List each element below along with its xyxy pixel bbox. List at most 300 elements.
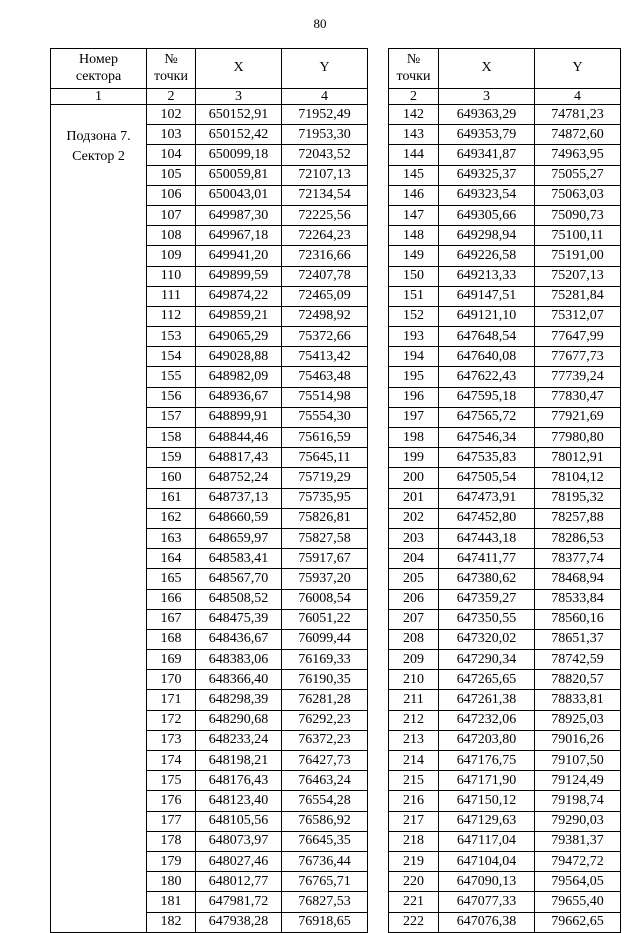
table-row [389, 851, 621, 871]
y-coordinate-cell: 75616,59 [282, 428, 368, 448]
table-row [389, 246, 621, 266]
point-number-cell: 146 [389, 185, 439, 205]
y-coordinate-cell: 77739,24 [535, 367, 621, 387]
point-number-cell: 182 [147, 912, 196, 932]
x-coordinate-cell: 647505,54 [439, 468, 535, 488]
x-coordinate-cell: 648844,46 [196, 428, 282, 448]
y-coordinate-cell: 72225,56 [282, 205, 368, 225]
y-coordinate-cell: 75100,11 [535, 226, 621, 246]
x-coordinate-cell: 648817,43 [196, 448, 282, 468]
table-row [389, 912, 621, 932]
y-coordinate-cell: 78104,12 [535, 468, 621, 488]
point-number-cell: 220 [389, 872, 439, 892]
y-coordinate-cell: 75413,42 [282, 347, 368, 367]
x-coordinate-cell: 647171,90 [439, 771, 535, 791]
table-row [389, 892, 621, 912]
column-index: 4 [535, 89, 621, 105]
point-number-cell: 165 [147, 569, 196, 589]
table-row [51, 105, 368, 125]
x-coordinate-cell: 649967,18 [196, 226, 282, 246]
y-coordinate-cell: 76008,54 [282, 589, 368, 609]
x-coordinate-cell: 647203,80 [439, 730, 535, 750]
y-coordinate-cell: 78742,59 [535, 650, 621, 670]
point-number-cell: 181 [147, 892, 196, 912]
point-number-cell: 154 [147, 347, 196, 367]
x-coordinate-cell: 647546,34 [439, 428, 535, 448]
point-number-cell: 169 [147, 650, 196, 670]
x-coordinate-cell: 648298,39 [196, 690, 282, 710]
column-index: 1 [51, 89, 147, 105]
table-row [389, 367, 621, 387]
table-row [389, 730, 621, 750]
y-coordinate-cell: 72107,13 [282, 165, 368, 185]
y-coordinate-cell: 75917,67 [282, 549, 368, 569]
coordinates-table-left [50, 48, 368, 933]
y-coordinate-cell: 78560,16 [535, 609, 621, 629]
point-number-cell: 109 [147, 246, 196, 266]
y-coordinate-cell: 79381,37 [535, 831, 621, 851]
point-number-cell: 180 [147, 872, 196, 892]
point-number-cell: 199 [389, 448, 439, 468]
point-number-cell: 211 [389, 690, 439, 710]
x-coordinate-cell: 647565,72 [439, 407, 535, 427]
point-number-cell: 142 [389, 105, 439, 125]
x-coordinate-cell: 649874,22 [196, 286, 282, 306]
y-coordinate-cell: 75554,30 [282, 407, 368, 427]
y-coordinate-cell: 72465,09 [282, 286, 368, 306]
point-number-cell: 222 [389, 912, 439, 932]
y-coordinate-cell: 72498,92 [282, 306, 368, 326]
x-coordinate-cell: 649859,21 [196, 306, 282, 326]
table-row [389, 751, 621, 771]
y-coordinate-cell: 75463,48 [282, 367, 368, 387]
y-coordinate-cell: 79124,49 [535, 771, 621, 791]
y-coordinate-cell: 79107,50 [535, 751, 621, 771]
x-coordinate-cell: 649305,66 [439, 205, 535, 225]
point-number-cell: 210 [389, 670, 439, 690]
y-coordinate-cell: 75827,58 [282, 528, 368, 548]
point-number-cell: 166 [147, 589, 196, 609]
x-coordinate-cell: 648290,68 [196, 710, 282, 730]
point-number-cell: 152 [389, 306, 439, 326]
x-coordinate-cell: 647473,91 [439, 488, 535, 508]
x-coordinate-cell: 650152,42 [196, 125, 282, 145]
x-coordinate-cell: 647938,28 [196, 912, 282, 932]
point-number-cell: 208 [389, 629, 439, 649]
x-coordinate-cell: 649941,20 [196, 246, 282, 266]
header-sector-number: Номер сектора [51, 49, 147, 89]
header-point-number: № точки [389, 49, 439, 89]
table-row [389, 105, 621, 125]
table-row [389, 125, 621, 145]
column-index: 2 [147, 89, 196, 105]
y-coordinate-cell: 75281,84 [535, 286, 621, 306]
y-coordinate-cell: 78925,03 [535, 710, 621, 730]
point-number-cell: 148 [389, 226, 439, 246]
point-number-cell: 218 [389, 831, 439, 851]
point-number-cell: 204 [389, 549, 439, 569]
point-number-cell: 209 [389, 650, 439, 670]
x-coordinate-cell: 647150,12 [439, 791, 535, 811]
point-number-cell: 160 [147, 468, 196, 488]
column-index: 4 [282, 89, 368, 105]
y-coordinate-cell: 78377,74 [535, 549, 621, 569]
point-number-cell: 112 [147, 306, 196, 326]
y-coordinate-cell: 76169,33 [282, 650, 368, 670]
x-coordinate-cell: 648123,40 [196, 791, 282, 811]
point-number-cell: 212 [389, 710, 439, 730]
x-coordinate-cell: 647981,72 [196, 892, 282, 912]
point-number-cell: 197 [389, 407, 439, 427]
point-number-cell: 151 [389, 286, 439, 306]
point-number-cell: 107 [147, 205, 196, 225]
y-coordinate-cell: 75090,73 [535, 205, 621, 225]
table-row [389, 266, 621, 286]
x-coordinate-cell: 649353,79 [439, 125, 535, 145]
table-row [389, 448, 621, 468]
x-coordinate-cell: 649147,51 [439, 286, 535, 306]
table-row [389, 145, 621, 165]
y-coordinate-cell: 76645,35 [282, 831, 368, 851]
column-index: 3 [196, 89, 282, 105]
point-number-cell: 205 [389, 569, 439, 589]
x-coordinate-cell: 647648,54 [439, 327, 535, 347]
point-number-cell: 158 [147, 428, 196, 448]
x-coordinate-cell: 649325,37 [439, 165, 535, 185]
point-number-cell: 201 [389, 488, 439, 508]
x-coordinate-cell: 649226,58 [439, 246, 535, 266]
point-number-cell: 193 [389, 327, 439, 347]
x-coordinate-cell: 647090,13 [439, 872, 535, 892]
point-number-cell: 175 [147, 771, 196, 791]
point-number-cell: 219 [389, 851, 439, 871]
table-row [389, 347, 621, 367]
point-number-cell: 176 [147, 791, 196, 811]
point-number-cell: 150 [389, 266, 439, 286]
y-coordinate-cell: 79016,26 [535, 730, 621, 750]
y-coordinate-cell: 74781,23 [535, 105, 621, 125]
table-row [389, 428, 621, 448]
table-row [389, 589, 621, 609]
point-number-cell: 157 [147, 407, 196, 427]
x-coordinate-cell: 647411,77 [439, 549, 535, 569]
x-coordinate-cell: 647261,38 [439, 690, 535, 710]
table-row [389, 528, 621, 548]
point-number-cell: 111 [147, 286, 196, 306]
coordinates-table-right [388, 48, 621, 933]
x-coordinate-cell: 649899,59 [196, 266, 282, 286]
point-number-cell: 206 [389, 589, 439, 609]
header-y: Y [282, 49, 368, 89]
table-row [389, 872, 621, 892]
point-number-cell: 147 [389, 205, 439, 225]
y-coordinate-cell: 75645,11 [282, 448, 368, 468]
y-coordinate-cell: 77980,80 [535, 428, 621, 448]
point-number-cell: 104 [147, 145, 196, 165]
table-row [389, 468, 621, 488]
point-number-cell: 171 [147, 690, 196, 710]
table-row [389, 609, 621, 629]
point-number-cell: 198 [389, 428, 439, 448]
y-coordinate-cell: 74872,60 [535, 125, 621, 145]
y-coordinate-cell: 75055,27 [535, 165, 621, 185]
y-coordinate-cell: 72316,66 [282, 246, 368, 266]
x-coordinate-cell: 648899,91 [196, 407, 282, 427]
point-number-cell: 221 [389, 892, 439, 912]
y-coordinate-cell: 76586,92 [282, 811, 368, 831]
x-coordinate-cell: 647176,75 [439, 751, 535, 771]
y-coordinate-cell: 76463,24 [282, 771, 368, 791]
sector-label: Подзона 7. Сектор 2 [51, 105, 147, 933]
table-row [389, 508, 621, 528]
x-coordinate-cell: 649028,88 [196, 347, 282, 367]
y-coordinate-cell: 76427,73 [282, 751, 368, 771]
y-coordinate-cell: 76554,28 [282, 791, 368, 811]
table-row [389, 549, 621, 569]
y-coordinate-cell: 76827,53 [282, 892, 368, 912]
y-coordinate-cell: 76918,65 [282, 912, 368, 932]
x-coordinate-cell: 648027,46 [196, 851, 282, 871]
y-coordinate-cell: 76099,44 [282, 629, 368, 649]
column-index: 2 [389, 89, 439, 105]
point-number-cell: 167 [147, 609, 196, 629]
y-coordinate-cell: 72043,52 [282, 145, 368, 165]
table-row [389, 690, 621, 710]
y-coordinate-cell: 72264,23 [282, 226, 368, 246]
x-coordinate-cell: 649363,29 [439, 105, 535, 125]
x-coordinate-cell: 649298,94 [439, 226, 535, 246]
x-coordinate-cell: 647452,80 [439, 508, 535, 528]
x-coordinate-cell: 648012,77 [196, 872, 282, 892]
x-coordinate-cell: 650043,01 [196, 185, 282, 205]
point-number-cell: 196 [389, 387, 439, 407]
y-coordinate-cell: 75937,20 [282, 569, 368, 589]
x-coordinate-cell: 647320,02 [439, 629, 535, 649]
table-row [389, 407, 621, 427]
column-index-row [51, 89, 368, 105]
page-number: 80 [313, 16, 327, 31]
point-number-cell: 202 [389, 508, 439, 528]
x-coordinate-cell: 648198,21 [196, 751, 282, 771]
x-coordinate-cell: 648982,09 [196, 367, 282, 387]
x-coordinate-cell: 647076,38 [439, 912, 535, 932]
point-number-cell: 179 [147, 851, 196, 871]
y-coordinate-cell: 78651,37 [535, 629, 621, 649]
x-coordinate-cell: 648936,67 [196, 387, 282, 407]
point-number-cell: 106 [147, 185, 196, 205]
point-number-cell: 153 [147, 327, 196, 347]
y-coordinate-cell: 78833,81 [535, 690, 621, 710]
header-x: X [439, 49, 535, 89]
x-coordinate-cell: 647380,62 [439, 569, 535, 589]
point-number-cell: 170 [147, 670, 196, 690]
y-coordinate-cell: 79662,65 [535, 912, 621, 932]
y-coordinate-cell: 76190,35 [282, 670, 368, 690]
y-coordinate-cell: 79655,40 [535, 892, 621, 912]
table-row [389, 327, 621, 347]
point-number-cell: 143 [389, 125, 439, 145]
y-coordinate-cell: 75514,98 [282, 387, 368, 407]
x-coordinate-cell: 648752,24 [196, 468, 282, 488]
point-number-cell: 105 [147, 165, 196, 185]
y-coordinate-cell: 75372,66 [282, 327, 368, 347]
x-coordinate-cell: 648176,43 [196, 771, 282, 791]
table-row [389, 831, 621, 851]
x-coordinate-cell: 649987,30 [196, 205, 282, 225]
point-number-cell: 213 [389, 730, 439, 750]
y-coordinate-cell: 74963,95 [535, 145, 621, 165]
x-coordinate-cell: 647622,43 [439, 367, 535, 387]
y-coordinate-cell: 77677,73 [535, 347, 621, 367]
x-coordinate-cell: 648660,59 [196, 508, 282, 528]
y-coordinate-cell: 79290,03 [535, 811, 621, 831]
y-coordinate-cell: 76051,22 [282, 609, 368, 629]
x-coordinate-cell: 647117,04 [439, 831, 535, 851]
y-coordinate-cell: 78533,84 [535, 589, 621, 609]
point-number-cell: 195 [389, 367, 439, 387]
column-index-row [389, 89, 621, 105]
y-coordinate-cell: 79472,72 [535, 851, 621, 871]
y-coordinate-cell: 78195,32 [535, 488, 621, 508]
x-coordinate-cell: 650099,18 [196, 145, 282, 165]
y-coordinate-cell: 76372,23 [282, 730, 368, 750]
point-number-cell: 200 [389, 468, 439, 488]
point-number-cell: 172 [147, 710, 196, 730]
point-number-cell: 173 [147, 730, 196, 750]
column-index: 3 [439, 89, 535, 105]
x-coordinate-cell: 648105,56 [196, 811, 282, 831]
point-number-cell: 144 [389, 145, 439, 165]
x-coordinate-cell: 648475,39 [196, 609, 282, 629]
y-coordinate-cell: 75826,81 [282, 508, 368, 528]
table-row [389, 710, 621, 730]
x-coordinate-cell: 648659,97 [196, 528, 282, 548]
x-coordinate-cell: 649323,54 [439, 185, 535, 205]
x-coordinate-cell: 647129,63 [439, 811, 535, 831]
x-coordinate-cell: 648383,06 [196, 650, 282, 670]
header-row [389, 49, 621, 89]
x-coordinate-cell: 648073,97 [196, 831, 282, 851]
point-number-cell: 145 [389, 165, 439, 185]
x-coordinate-cell: 648567,70 [196, 569, 282, 589]
point-number-cell: 168 [147, 629, 196, 649]
point-number-cell: 207 [389, 609, 439, 629]
y-coordinate-cell: 78257,88 [535, 508, 621, 528]
x-coordinate-cell: 650152,91 [196, 105, 282, 125]
header-point-number: № точки [147, 49, 196, 89]
y-coordinate-cell: 76765,71 [282, 872, 368, 892]
y-coordinate-cell: 78820,57 [535, 670, 621, 690]
point-number-cell: 163 [147, 528, 196, 548]
table-row [389, 811, 621, 831]
point-number-cell: 102 [147, 105, 196, 125]
point-number-cell: 164 [147, 549, 196, 569]
x-coordinate-cell: 647359,27 [439, 589, 535, 609]
x-coordinate-cell: 649121,10 [439, 306, 535, 326]
table-row [389, 569, 621, 589]
point-number-cell: 215 [389, 771, 439, 791]
x-coordinate-cell: 648508,52 [196, 589, 282, 609]
point-number-cell: 110 [147, 266, 196, 286]
x-coordinate-cell: 648737,13 [196, 488, 282, 508]
point-number-cell: 194 [389, 347, 439, 367]
table-row [389, 488, 621, 508]
x-coordinate-cell: 649341,87 [439, 145, 535, 165]
y-coordinate-cell: 75207,13 [535, 266, 621, 286]
y-coordinate-cell: 78286,53 [535, 528, 621, 548]
x-coordinate-cell: 647290,34 [439, 650, 535, 670]
y-coordinate-cell: 75735,95 [282, 488, 368, 508]
y-coordinate-cell: 76736,44 [282, 851, 368, 871]
table-row [389, 306, 621, 326]
x-coordinate-cell: 649213,33 [439, 266, 535, 286]
y-coordinate-cell: 76281,28 [282, 690, 368, 710]
point-number-cell: 214 [389, 751, 439, 771]
x-coordinate-cell: 647077,33 [439, 892, 535, 912]
header-y: Y [535, 49, 621, 89]
x-coordinate-cell: 647443,18 [439, 528, 535, 548]
point-number-cell: 161 [147, 488, 196, 508]
x-coordinate-cell: 647640,08 [439, 347, 535, 367]
table-row [389, 165, 621, 185]
point-number-cell: 203 [389, 528, 439, 548]
point-number-cell: 177 [147, 811, 196, 831]
point-number-cell: 103 [147, 125, 196, 145]
y-coordinate-cell: 75063,03 [535, 185, 621, 205]
y-coordinate-cell: 78012,91 [535, 448, 621, 468]
header-row [51, 49, 368, 89]
table-row [389, 791, 621, 811]
point-number-cell: 178 [147, 831, 196, 851]
table-row [389, 185, 621, 205]
y-coordinate-cell: 79198,74 [535, 791, 621, 811]
y-coordinate-cell: 75719,29 [282, 468, 368, 488]
table-row [389, 205, 621, 225]
point-number-cell: 217 [389, 811, 439, 831]
point-number-cell: 108 [147, 226, 196, 246]
y-coordinate-cell: 77647,99 [535, 327, 621, 347]
table-row [389, 387, 621, 407]
header-x: X [196, 49, 282, 89]
x-coordinate-cell: 647265,65 [439, 670, 535, 690]
x-coordinate-cell: 648233,24 [196, 730, 282, 750]
table-row [389, 226, 621, 246]
x-coordinate-cell: 647535,83 [439, 448, 535, 468]
y-coordinate-cell: 79564,05 [535, 872, 621, 892]
point-number-cell: 156 [147, 387, 196, 407]
x-coordinate-cell: 649065,29 [196, 327, 282, 347]
table-row [389, 670, 621, 690]
y-coordinate-cell: 71953,30 [282, 125, 368, 145]
x-coordinate-cell: 647232,06 [439, 710, 535, 730]
y-coordinate-cell: 78468,94 [535, 569, 621, 589]
table-row [389, 650, 621, 670]
y-coordinate-cell: 76292,23 [282, 710, 368, 730]
x-coordinate-cell: 647104,04 [439, 851, 535, 871]
point-number-cell: 216 [389, 791, 439, 811]
x-coordinate-cell: 650059,81 [196, 165, 282, 185]
x-coordinate-cell: 647595,18 [439, 387, 535, 407]
x-coordinate-cell: 648366,40 [196, 670, 282, 690]
x-coordinate-cell: 648583,41 [196, 549, 282, 569]
y-coordinate-cell: 75312,07 [535, 306, 621, 326]
y-coordinate-cell: 71952,49 [282, 105, 368, 125]
point-number-cell: 149 [389, 246, 439, 266]
y-coordinate-cell: 75191,00 [535, 246, 621, 266]
table-row [389, 286, 621, 306]
point-number-cell: 155 [147, 367, 196, 387]
y-coordinate-cell: 77921,69 [535, 407, 621, 427]
